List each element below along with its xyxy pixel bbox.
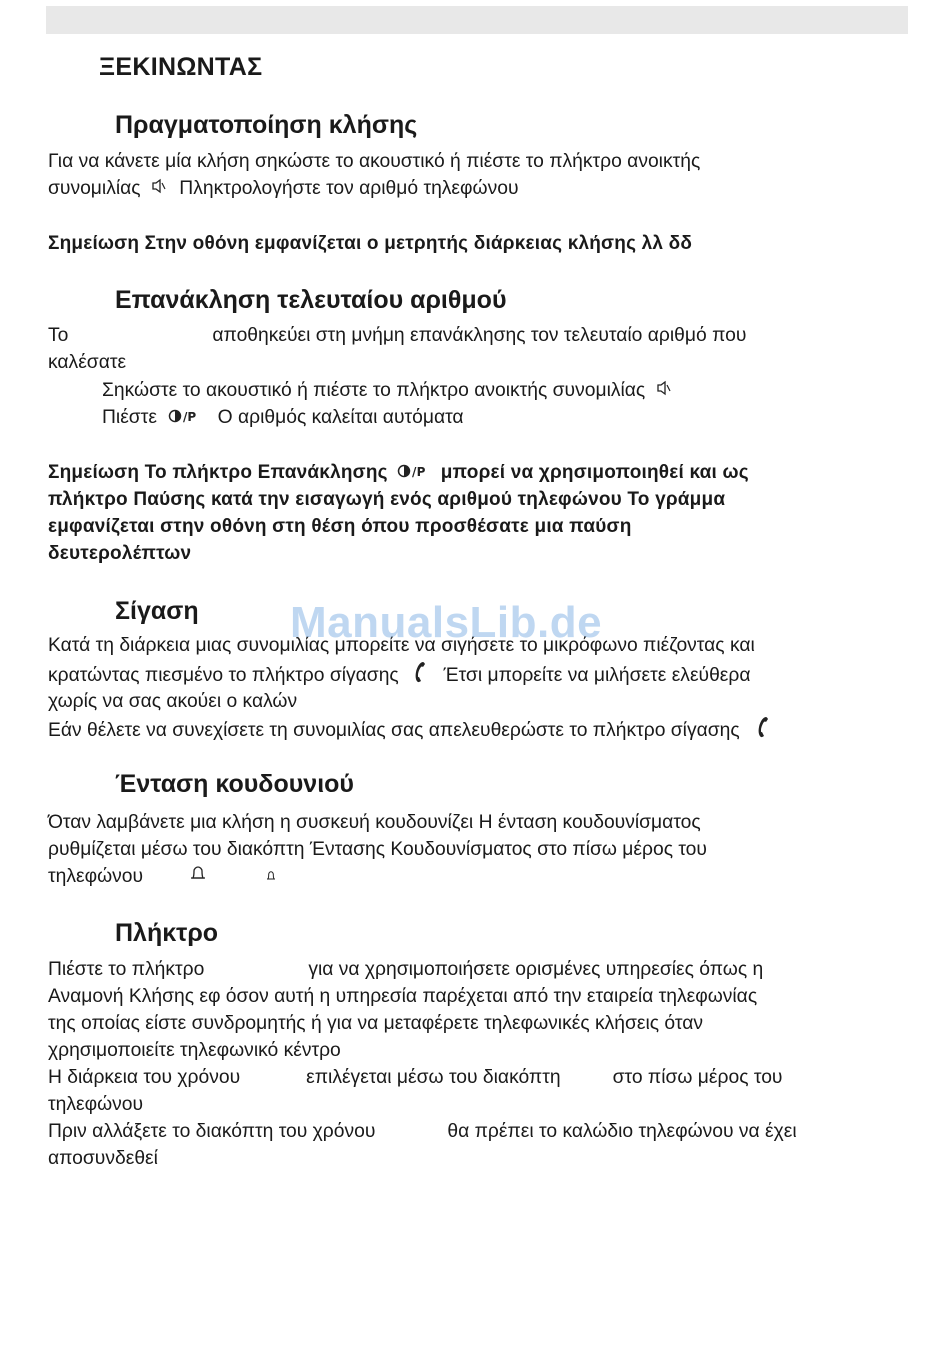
redial-step-1 (102, 377, 671, 404)
ringer-text-3 (48, 863, 276, 890)
redial-step-2 (102, 404, 464, 431)
redial-text-1 (48, 322, 746, 349)
call-text-2 (48, 175, 519, 202)
call-text-1: Για να κάνετε μία κλήση σηκώστε το ακουστικό ή πιέστε το πλήκτρο ανοικτής (48, 151, 701, 172)
redial-text-1b: αποθηκεύει στη μνήμη επανάκλησης τον τελευταίο αριθμό που (212, 325, 747, 346)
redial-note-4: δευτερολέπτων (48, 543, 192, 564)
mute-text-1: Κατά τη διάρκεια μιας συνομιλίας μπορείτε να σιγήσετε το μικρόφωνο πιέζοντας και (48, 635, 755, 656)
ringer-text-2: ρυθμίζεται μέσω του διακόπτη Έντασης Κουδουνίσματος στο πίσω μέρος του (48, 839, 707, 860)
svg-text:/P: /P (412, 465, 426, 479)
key-text-4: χρησιμοποιείτε τηλεφωνικό κέντρο (48, 1040, 341, 1061)
redial-note-1 (48, 459, 749, 486)
bell-high-icon (190, 863, 206, 890)
mute-text-2b: Έτσι μπορείτε να μιλήσετε ελεύθερα (443, 665, 751, 687)
heading-mute: Σίγαση (115, 597, 199, 625)
redial-step-1-text: Σηκώστε το ακουστικό ή πιέστε το πλήκτρο ανοικτής συνομιλίας (102, 380, 646, 401)
mute-handset-icon (753, 715, 771, 747)
ringer-text-1: Όταν λαμβάνετε μια κλήση η συσκευή κουδουνίζει Η ένταση κουδουνίσματος (48, 812, 701, 833)
mute-text-4-text: Εάν θέλετε να συνεχίσετε τη συνομιλίας σας απελευθερώστε το πλήκτρο σίγασης (48, 720, 740, 742)
speaker-icon (657, 377, 671, 404)
mute-text-2a: κρατώντας πιεσμένο το πλήκτρο σίγασης (48, 665, 399, 687)
call-text-2b: Πληκτρολογήστε τον αριθμό τηλεφώνου (179, 178, 519, 199)
key-text-1b: για να χρησιμοποιήσετε ορισμένες υπηρεσίες όπως η (308, 959, 764, 980)
key-text-7b: θα πρέπει το καλώδιο τηλεφώνου να έχει (447, 1121, 797, 1142)
heading-redial: Επανάκληση τελευταίου αριθμού (115, 286, 507, 314)
key-text-2: Αναμονή Κλήσης εφ όσον αυτή η υπηρεσία παρέχεται από την εταιρεία τηλεφωνίας (48, 986, 758, 1007)
redial-pause-icon (397, 459, 431, 486)
key-text-5b: επιλέγεται μέσω του διακόπτη (306, 1067, 561, 1088)
mute-text-4 (48, 715, 771, 747)
heading-ringer-volume: Ένταση κουδουνιού (115, 770, 354, 798)
speaker-icon (152, 175, 166, 202)
key-text-5 (48, 1064, 782, 1091)
key-text-1 (48, 956, 763, 983)
svg-text:/P: /P (183, 410, 197, 424)
redial-text-2: καλέσατε (48, 352, 127, 373)
key-text-5a: Η διάρκεια του χρόνου (48, 1067, 241, 1088)
redial-pause-icon (168, 404, 202, 431)
key-text-7a: Πριν αλλάξετε το διακόπτη του χρόνου (48, 1121, 376, 1142)
key-text-1a: Πιέστε το πλήκτρο (48, 959, 205, 980)
page-title: ΞΕΚΙΝΩΝΤΑΣ (99, 53, 263, 81)
redial-note-1b: μπορεί να χρησιμοποιηθεί και ως (440, 462, 749, 483)
bell-low-icon (266, 863, 276, 890)
key-text-7 (48, 1118, 797, 1145)
redial-note-1a: Σημείωση Το πλήκτρο Επανάκλησης (48, 462, 388, 483)
redial-step-2b: Ο αριθμός καλείται αυτόματα (217, 407, 464, 428)
mute-text-3: χωρίς να σας ακούει ο καλών (48, 691, 298, 712)
heading-key: Πλήκτρο (115, 919, 219, 947)
watermark: ManualsLib.de (290, 598, 603, 647)
redial-note-2: πλήκτρο Παύσης κατά την εισαγωγή ενός αριθμού τηλεφώνου Το γράμμα (48, 489, 726, 510)
ringer-text-3-text: τηλεφώνου (48, 866, 144, 887)
key-text-5c: στο πίσω μέρος του (612, 1067, 783, 1088)
call-text-2a: συνομιλίας (48, 178, 141, 199)
call-note: Σημείωση Στην οθόνη εμφανίζεται ο μετρητής διάρκειας κλήσης λλ δδ (48, 233, 693, 254)
redial-note-3: εμφανίζεται στην οθόνη στη θέση όπου προσθέσατε μια παύση (48, 516, 632, 537)
header-bar (46, 6, 908, 34)
key-text-8: αποσυνδεθεί (48, 1148, 158, 1169)
heading-make-call: Πραγματοποίηση κλήσης (115, 111, 418, 139)
mute-handset-icon (410, 660, 428, 692)
key-text-6: τηλεφώνου (48, 1094, 144, 1115)
redial-step-2a: Πιέστε (102, 407, 157, 428)
key-text-3: της οποίας είστε συνδρομητής ή για να μεταφέρετε τηλεφωνικές κλήσεις όταν (48, 1013, 703, 1034)
redial-text-1a: Το (48, 325, 69, 346)
